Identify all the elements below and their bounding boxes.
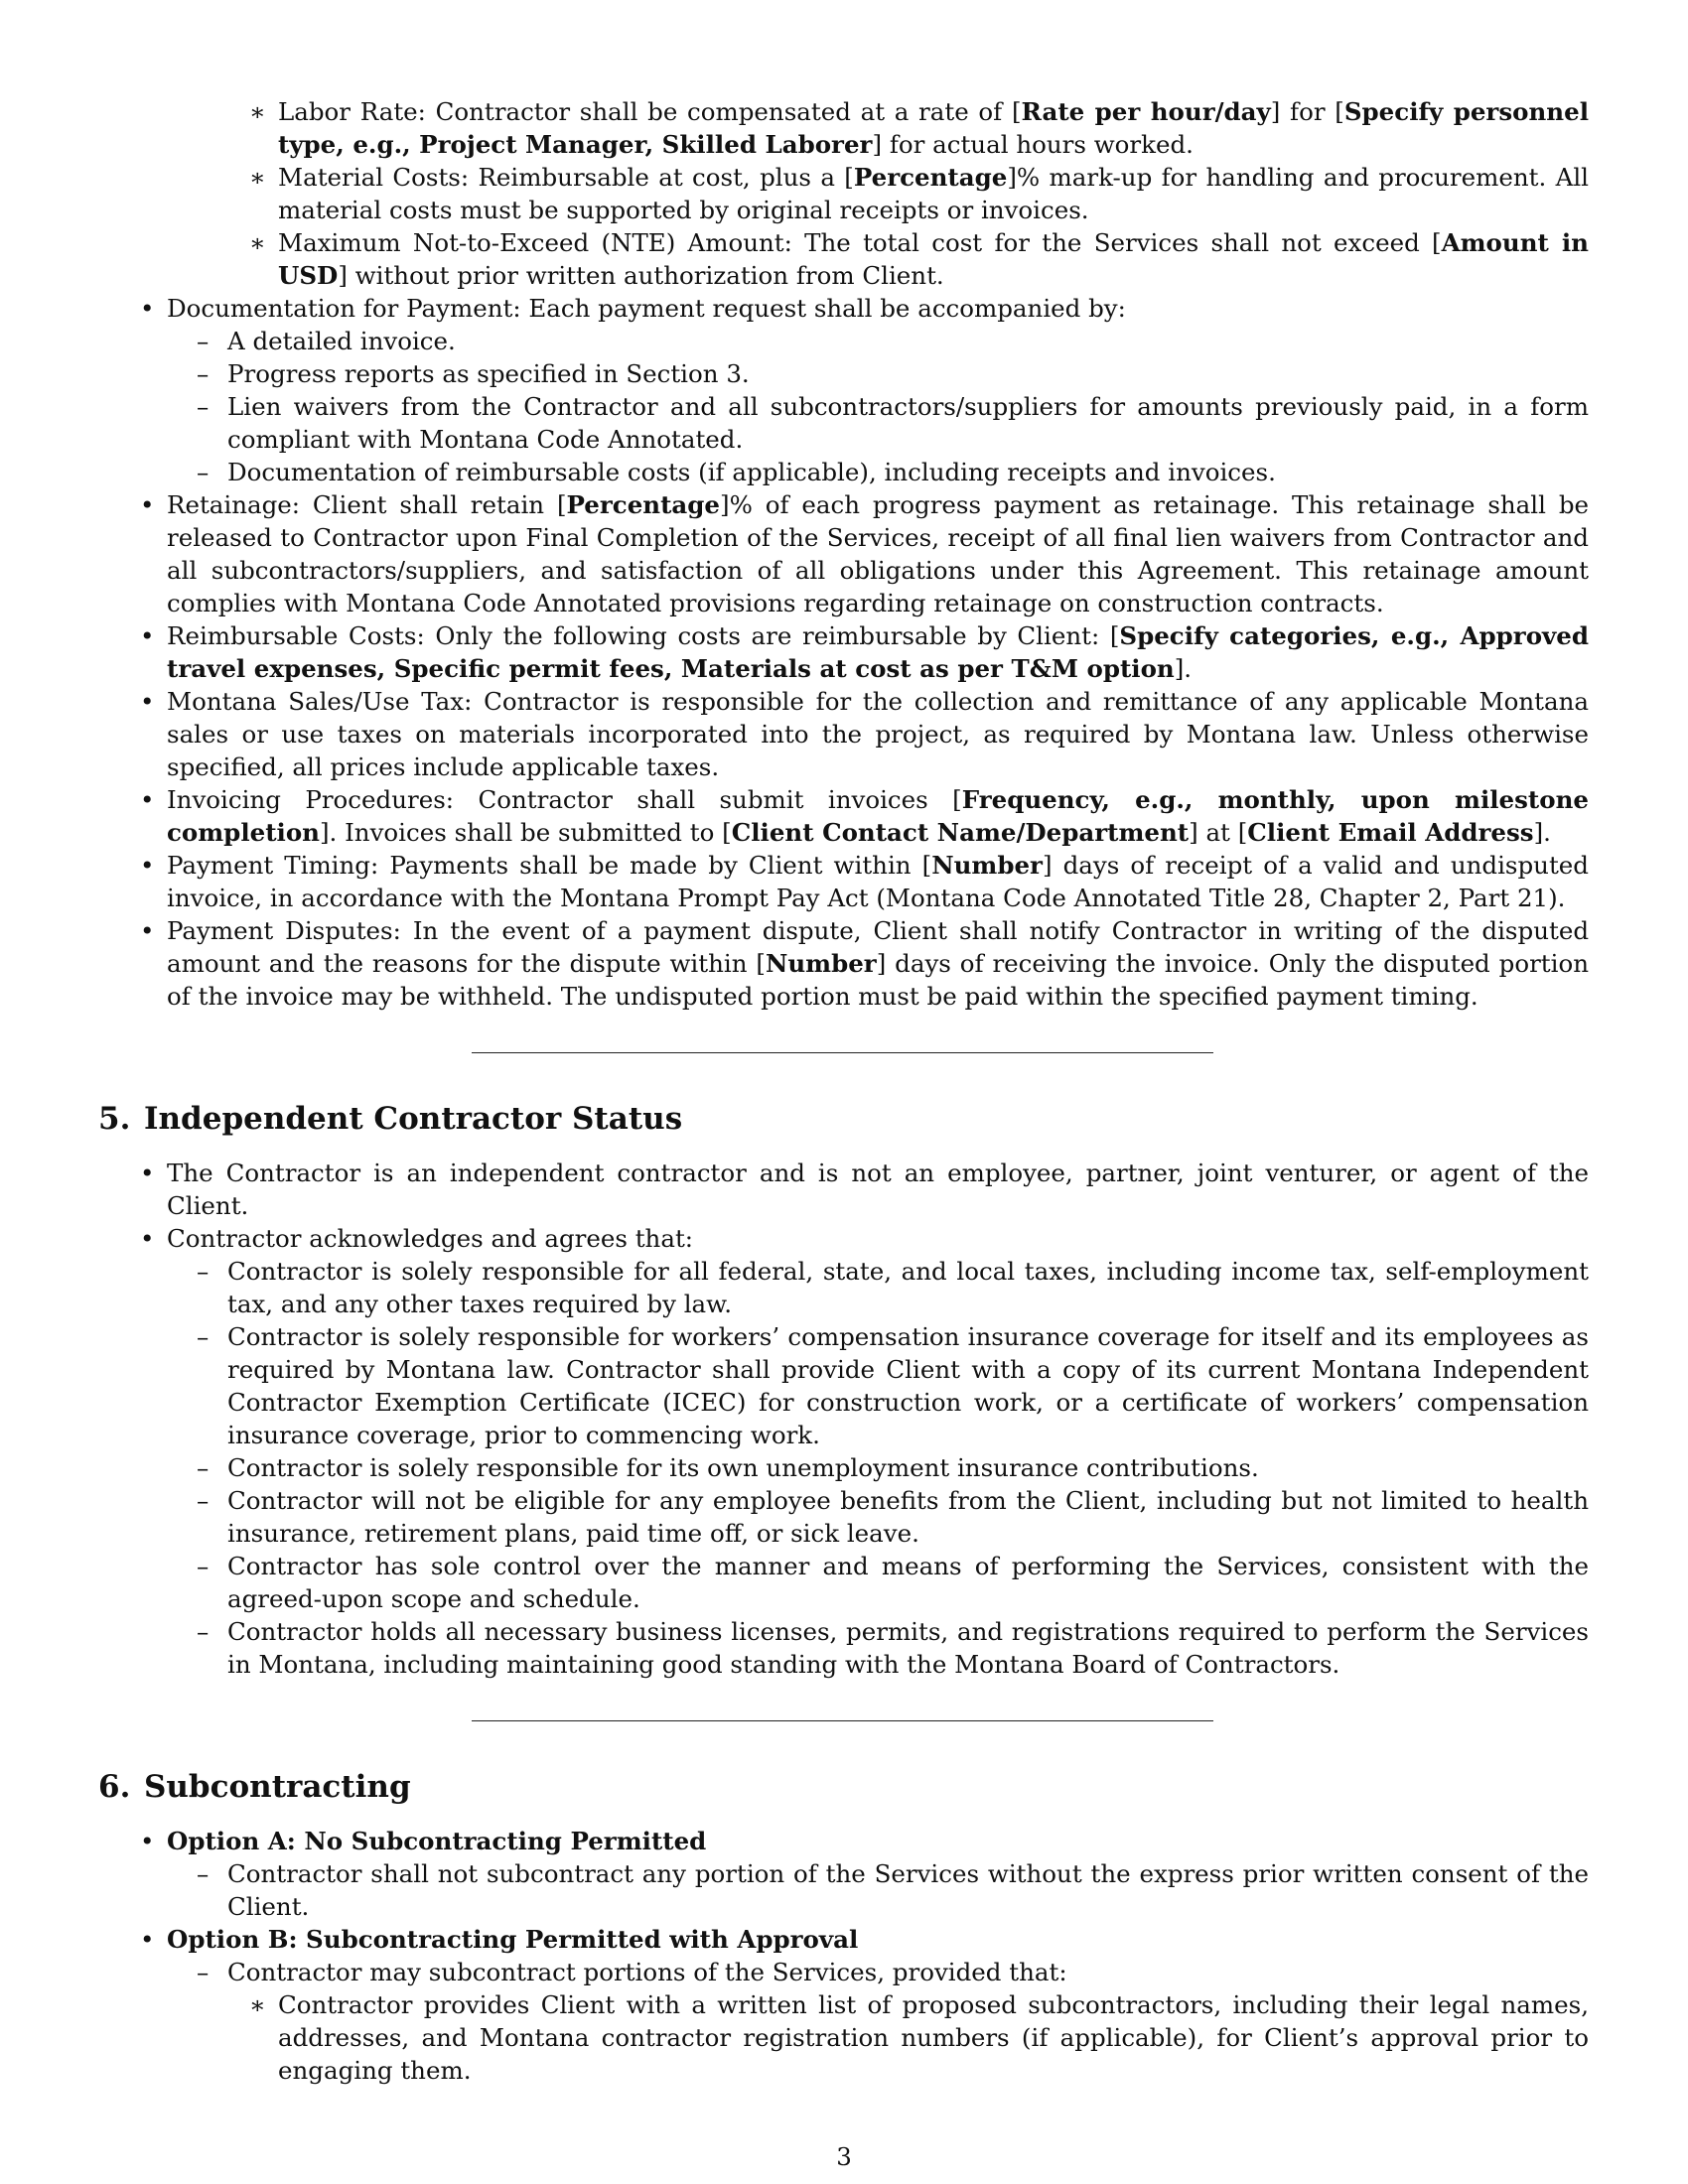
item-text: ]. <box>1533 818 1551 847</box>
dash-marker: – <box>197 1958 210 1986</box>
list-item <box>197 456 1589 488</box>
list-item <box>140 619 1589 685</box>
list-item <box>197 1484 1589 1550</box>
bullet-marker: • <box>140 490 155 519</box>
bullet-marker: • <box>140 687 155 716</box>
item-text: Maximum Not-to-Exceed (NTE) Amount: The total cost for the Services shall not exceed [ <box>278 228 1442 257</box>
item-text: Lien waivers from the Contractor and all subcontractors/suppliers for amounts previously paid, in a form compliant with Montana Code Annotated. <box>227 392 1589 454</box>
sub-list <box>197 1956 1589 2087</box>
section-number: 6. <box>98 1769 131 1805</box>
list-item <box>140 1222 1589 1681</box>
item-text: Contractor acknowledges and agrees that: <box>167 1224 694 1253</box>
placeholder-field: Frequency, e.g., monthly, upon milestone completion <box>167 785 1589 847</box>
dash-marker: – <box>197 1617 210 1646</box>
item-text: ] at [ <box>1189 818 1248 847</box>
list-item <box>140 1923 1589 2087</box>
item-text: Contractor shall not subcontract any portion of the Services without the express prior written consent of the Client. <box>227 1859 1589 1921</box>
placeholder-field: Rate per hour/day <box>1021 97 1271 126</box>
item-text: Contractor may subcontract portions of the Services, provided that: <box>227 1958 1067 1986</box>
list-item <box>140 783 1589 849</box>
sub-list <box>197 325 1589 488</box>
list-item <box>249 161 1589 226</box>
item-text: Documentation of reimbursable costs (if applicable), including receipts and invoices. <box>227 458 1276 486</box>
item-text: Progress reports as specified in Section 3. <box>227 359 750 388</box>
dash-marker: – <box>197 1257 210 1286</box>
item-text: ] for [ <box>1270 97 1344 126</box>
star-marker: ∗ <box>249 228 266 257</box>
placeholder-field: Specify categories, e.g., Approved travel expenses, Specific permit fees, Materials at cost as per T&M option <box>167 621 1589 683</box>
item-text: Contractor provides Client with a written list of proposed subcontractors, including their legal names, addresses, and Montana contractor registration numbers (if applicable), for Client’s approval prior to engaging them. <box>278 1990 1589 2085</box>
placeholder-field: Percentage <box>853 163 1008 192</box>
item-text: Montana Sales/Use Tax: Contractor is responsible for the collection and remittance of any applicable Montana sales or use taxes on materials incorporated into the project, as required by Montana law. Unless otherwise specified, all prices include applicable taxes. <box>167 687 1589 781</box>
item-text: Documentation for Payment: Each payment request shall be accompanied by: <box>167 294 1126 323</box>
section-number: 5. <box>98 1101 131 1137</box>
item-text: ]% of each progress payment as retainage. This retainage shall be released to Contractor upon Final Completion of the Services, receipt of all final lien waivers from Contractor and all subcontractors/suppliers, and satisfaction of all obligations under this Agreement. This retainage amount complies with Montana Code Annotated provisions regarding retainage on construction contracts. <box>167 490 1589 617</box>
item-text: Payment Timing: Payments shall be made by Client within [ <box>167 851 932 880</box>
item-text: Contractor is solely responsible for workers’ compensation insurance coverage for itself and its employees as required by Montana law. Contractor shall provide Client with a copy of its current Montana Independent Contractor Exemption Certificate (ICEC) for construction work, or a certificate of workers’ compensation insurance coverage, prior to commencing work. <box>227 1322 1589 1449</box>
star-marker: ∗ <box>249 163 266 192</box>
placeholder-field: Percentage <box>566 490 721 519</box>
payment-terms-list <box>140 292 1589 1013</box>
section-divider <box>472 1720 1213 1721</box>
item-text: Payment Disputes: In the event of a payment dispute, Client shall notify Contractor in writing of the disputed amount and the reasons for the dispute within [ <box>167 916 1589 978</box>
list-item <box>249 95 1589 161</box>
dash-marker: – <box>197 1486 210 1515</box>
bullet-marker: • <box>140 1224 155 1253</box>
list-item <box>249 1988 1589 2087</box>
item-text: Contractor has sole control over the manner and means of performing the Services, consistent with the agreed-upon scope and schedule. <box>227 1552 1589 1613</box>
dash-marker: – <box>197 392 210 421</box>
item-text: A detailed invoice. <box>227 327 456 355</box>
sub-list <box>197 1857 1589 1923</box>
placeholder-field: Client Contact Name/Department <box>731 818 1190 847</box>
dash-marker: – <box>197 359 210 388</box>
placeholder-field: Number <box>931 851 1043 880</box>
bullet-marker: • <box>140 294 155 323</box>
item-text: The Contractor is an independent contractor and is not an employee, partner, joint venturer, or agent of the Client. <box>167 1159 1589 1220</box>
placeholder-field: Amount in USD <box>278 228 1589 290</box>
list-item <box>140 849 1589 914</box>
section-5-heading <box>98 1099 1589 1139</box>
star-marker: ∗ <box>249 97 266 126</box>
list-item <box>197 1451 1589 1484</box>
section-divider <box>472 1052 1213 1053</box>
item-text: Contractor will not be eligible for any employee benefits from the Client, including but not limited to health insurance, retirement plans, paid time off, or sick leave. <box>227 1486 1589 1548</box>
page-number: 3 <box>836 2142 852 2171</box>
list-item <box>140 685 1589 783</box>
list-item <box>197 1320 1589 1451</box>
item-text: Invoicing Procedures: Contractor shall submit invoices [ <box>167 785 962 814</box>
section-title: Independent Contractor Status <box>144 1101 683 1137</box>
item-text: ] days of receiving the invoice. Only the disputed portion of the invoice may be withheld. The undisputed portion must be paid within the specified payment timing. <box>167 949 1589 1011</box>
list-item <box>197 1857 1589 1923</box>
list-item <box>197 390 1589 456</box>
tm-option-list <box>249 95 1589 292</box>
item-text: Retainage: Client shall retain [ <box>167 490 567 519</box>
list-item <box>197 1615 1589 1681</box>
sub-sub-list <box>249 1988 1589 2087</box>
dash-marker: – <box>197 1453 210 1482</box>
item-text: ] without prior written authorization from Client. <box>338 261 944 290</box>
placeholder-field: Client Email Address <box>1247 818 1534 847</box>
item-text: ]. Invoices shall be submitted to [ <box>320 818 732 847</box>
item-text: Reimbursable Costs: Only the following costs are reimbursable by Client: [ <box>167 621 1120 650</box>
sub-list <box>197 1255 1589 1681</box>
list-item <box>140 292 1589 488</box>
placeholder-field: Number <box>765 949 877 978</box>
page-content <box>98 95 1589 2087</box>
dash-marker: – <box>197 458 210 486</box>
item-text: Contractor is solely responsible for its own unemployment insurance contributions. <box>227 1453 1259 1482</box>
dash-marker: – <box>197 1322 210 1351</box>
list-item <box>197 1550 1589 1615</box>
item-text: Contractor is solely responsible for all federal, state, and local taxes, including income tax, self-employment tax, and any other taxes required by law. <box>227 1257 1589 1318</box>
bullet-marker: • <box>140 785 155 814</box>
bullet-marker: • <box>140 1827 155 1855</box>
list-item <box>197 357 1589 390</box>
subcontracting-list <box>140 1825 1589 2087</box>
item-text: ]. <box>1174 654 1193 683</box>
list-item <box>197 1956 1589 2087</box>
item-text: ]% mark-up for handling and procurement. All material costs must be supported by original receipts or invoices. <box>278 163 1589 224</box>
dash-marker: – <box>197 1859 210 1888</box>
bullet-marker: • <box>140 621 155 650</box>
bullet-marker: • <box>140 916 155 945</box>
list-item <box>140 1157 1589 1222</box>
list-item <box>140 914 1589 1013</box>
item-text: Material Costs: Reimbursable at cost, plus a [ <box>278 163 854 192</box>
item-text: ] for actual hours worked. <box>872 130 1194 159</box>
bullet-marker: • <box>140 1159 155 1187</box>
star-marker: ∗ <box>249 1990 266 2019</box>
list-item <box>197 1255 1589 1320</box>
item-text: Contractor holds all necessary business licenses, permits, and registrations required to perform the Services in Montana, including maintaining good standing with the Montana Board of Contractors. <box>227 1617 1589 1679</box>
list-item <box>197 325 1589 357</box>
dash-marker: – <box>197 1552 210 1580</box>
bullet-marker: • <box>140 851 155 880</box>
placeholder-field: Specify personnel type, e.g., Project Manager, Skilled Laborer <box>278 97 1589 159</box>
list-item <box>140 488 1589 619</box>
independent-contractor-list <box>140 1157 1589 1681</box>
option-b-title: Option B: Subcontracting Permitted with Approval <box>167 1925 859 1954</box>
option-a-title: Option A: No Subcontracting Permitted <box>167 1827 707 1855</box>
item-text: Labor Rate: Contractor shall be compensated at a rate of [ <box>278 97 1022 126</box>
list-item <box>140 1825 1589 1923</box>
section-6-heading <box>98 1767 1589 1807</box>
item-text: ] days of receipt of a valid and undisputed invoice, in accordance with the Montana Prompt Pay Act (Montana Code Annotated Title 28, Chapter 2, Part 21). <box>167 851 1589 912</box>
list-item <box>249 226 1589 292</box>
dash-marker: – <box>197 327 210 355</box>
section-title: Subcontracting <box>144 1769 411 1805</box>
bullet-marker: • <box>140 1925 155 1954</box>
